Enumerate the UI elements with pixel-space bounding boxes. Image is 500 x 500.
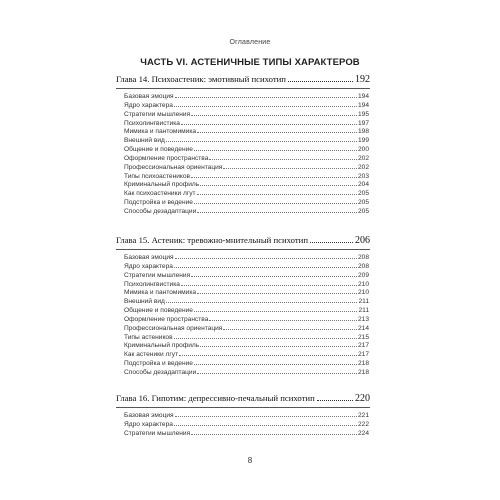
toc-item[interactable] xyxy=(124,146,369,155)
toc-item-label: Мимика и пантомимика xyxy=(124,128,197,136)
toc-item-label: Базовая эмоция xyxy=(124,254,174,261)
leader-dots xyxy=(197,373,357,374)
toc-item[interactable] xyxy=(124,102,369,111)
running-head: Оглавление xyxy=(229,39,271,46)
leader-dots xyxy=(194,203,357,204)
toc-item-label: Подстройка и ведение xyxy=(124,360,193,368)
leader-dots xyxy=(194,311,358,312)
toc-item-label: Внешний вид xyxy=(124,298,165,306)
toc-item-page: 214 xyxy=(357,324,369,332)
leader-dots xyxy=(179,355,357,356)
chapter-page: 192 xyxy=(355,74,370,85)
toc-item[interactable] xyxy=(124,325,369,334)
leader-dots xyxy=(209,159,357,160)
toc-item-page: 218 xyxy=(357,368,369,376)
toc-item[interactable] xyxy=(124,164,369,173)
leader-dots xyxy=(181,124,357,125)
toc-item-page: 209 xyxy=(357,271,369,279)
toc-item-page: 200 xyxy=(357,146,369,154)
leader-dots xyxy=(166,302,358,303)
toc-item[interactable] xyxy=(124,208,369,217)
toc-item[interactable] xyxy=(124,263,369,272)
chapter-16 xyxy=(116,392,370,439)
toc-item-label: Психолингвистика xyxy=(124,280,180,288)
leader-dots xyxy=(194,150,357,151)
toc-items xyxy=(116,93,370,217)
toc-item-label: Внешний вид xyxy=(124,137,165,145)
toc-item[interactable] xyxy=(124,155,369,164)
toc-item-page: 211 xyxy=(358,307,369,315)
toc-item[interactable] xyxy=(124,412,369,421)
leader-dots xyxy=(174,106,357,107)
chapter-14 xyxy=(116,73,370,217)
toc-item-label: Как психоастеники лгут xyxy=(124,190,196,198)
toc-item[interactable] xyxy=(124,120,369,129)
toc-item-label: Общение и поведение xyxy=(124,307,193,315)
toc-item-label: Способы дезадаптации xyxy=(124,368,197,376)
toc-item-page: 205 xyxy=(357,199,369,207)
toc-item-page: 205 xyxy=(357,190,369,198)
toc-item[interactable] xyxy=(124,316,369,325)
leader-dots xyxy=(191,177,357,178)
toc-item-label: Стратегии мышления xyxy=(124,271,191,279)
toc-items xyxy=(116,254,370,378)
toc-item[interactable] xyxy=(124,342,369,351)
toc-item-page: 202 xyxy=(357,163,369,171)
chapter-title: Глава 15. Астеник: тревожно-мнительный психотип xyxy=(116,235,308,245)
chapter-title: Глава 16. Гипотим: депрессивно-печальный психотип xyxy=(116,393,315,403)
chapter-title: Глава 14. Психоастеник: эмотивный психотип xyxy=(116,74,286,84)
toc-item-label: Базовая эмоция xyxy=(124,412,174,419)
toc-item-page: 224 xyxy=(357,429,369,437)
leader-dots xyxy=(174,425,357,426)
toc-item[interactable] xyxy=(124,298,369,307)
toc-item-label: Общение и поведение xyxy=(124,146,193,154)
chapter-rule xyxy=(116,88,370,89)
leader-dots xyxy=(174,338,357,339)
toc-item[interactable] xyxy=(124,307,369,316)
toc-item-label: Стратегии мышления xyxy=(124,110,191,118)
leader-dots xyxy=(197,212,357,213)
toc-item-label: Оформление пространства xyxy=(124,315,209,323)
toc-item[interactable] xyxy=(124,369,369,378)
leader-dots xyxy=(175,97,357,98)
chapter-page: 206 xyxy=(355,235,370,246)
toc-item-label: Ядро характера xyxy=(124,101,173,109)
toc-item-page: 211 xyxy=(358,298,369,306)
toc-item-page: 204 xyxy=(357,181,369,189)
toc-item-page: 208 xyxy=(357,254,369,261)
toc-item-page: 221 xyxy=(357,412,369,419)
toc-item-page: 195 xyxy=(357,110,369,118)
leader-dots xyxy=(317,400,353,401)
toc-item-label: Профессиональная ориентация xyxy=(124,163,223,171)
leader-dots xyxy=(310,242,353,243)
chapter-rule xyxy=(116,407,370,408)
toc-item-label: Ядро характера xyxy=(124,420,173,428)
leader-dots xyxy=(191,434,357,435)
toc-item[interactable] xyxy=(124,254,369,263)
toc-item-page: 217 xyxy=(357,342,369,350)
leader-dots xyxy=(191,276,357,277)
toc-item-label: Ядро характера xyxy=(124,262,173,270)
toc-item-page: 197 xyxy=(357,119,369,127)
toc-item-label: Криминальный профиль xyxy=(124,181,200,189)
toc-items xyxy=(116,412,370,439)
leader-dots xyxy=(197,194,357,195)
toc-item-label: Криминальный профиль xyxy=(124,342,200,350)
toc-item-page: 205 xyxy=(357,207,369,215)
leader-dots xyxy=(181,285,357,286)
leader-dots xyxy=(197,293,357,294)
toc-item-page: 203 xyxy=(357,172,369,180)
toc-item[interactable] xyxy=(124,137,369,146)
chapter-heading[interactable] xyxy=(116,73,370,85)
toc-item-page: 199 xyxy=(357,137,369,145)
toc-item-page: 222 xyxy=(357,420,369,428)
toc-item-page: 210 xyxy=(357,289,369,297)
toc-item-label: Мимика и пантомимика xyxy=(124,289,197,297)
toc-item-label: Подстройка и ведение xyxy=(124,199,193,207)
toc-item-page: 208 xyxy=(357,262,369,270)
toc-item[interactable] xyxy=(124,190,369,199)
toc-item-page: 213 xyxy=(357,315,369,323)
toc-item-page: 215 xyxy=(357,333,369,341)
toc-item[interactable] xyxy=(124,93,369,102)
toc-item-label: Стратегии мышления xyxy=(124,429,191,437)
toc-item-page: 198 xyxy=(357,128,369,136)
toc-item-label: Психолингвистика xyxy=(124,119,180,127)
leader-dots xyxy=(223,168,357,169)
toc-item[interactable] xyxy=(124,111,369,120)
toc-item-page: 210 xyxy=(357,280,369,288)
part-title: ЧАСТЬ VI. АСТЕНИЧНЫЕ ТИПЫ ХАРАКТЕРОВ xyxy=(140,57,360,68)
leader-dots xyxy=(223,329,357,330)
toc-item-page: 194 xyxy=(357,93,369,100)
toc-item[interactable] xyxy=(124,181,369,190)
leader-dots xyxy=(200,346,357,347)
toc-item-page: 202 xyxy=(357,154,369,162)
toc-item-label: Способы дезадаптации xyxy=(124,207,197,215)
leader-dots xyxy=(175,258,357,259)
toc-item[interactable] xyxy=(124,351,369,360)
leader-dots xyxy=(191,115,357,116)
page-number: 8 xyxy=(247,456,253,465)
toc-item-label: Профессиональная ориентация xyxy=(124,324,223,332)
toc-item[interactable] xyxy=(124,281,369,290)
chapter-rule xyxy=(116,249,370,250)
leader-dots xyxy=(175,416,357,417)
toc-item[interactable] xyxy=(124,199,369,208)
toc-item-page: 217 xyxy=(357,351,369,359)
chapter-heading[interactable] xyxy=(116,234,370,246)
chapter-page: 220 xyxy=(355,393,370,404)
toc-item[interactable] xyxy=(124,430,369,439)
leader-dots xyxy=(174,267,357,268)
leader-dots xyxy=(197,132,357,133)
toc-item-page: 194 xyxy=(357,101,369,109)
toc-item[interactable] xyxy=(124,289,369,298)
toc-item-label: Типы астеников xyxy=(124,333,173,341)
leader-dots xyxy=(288,81,353,82)
chapter-heading[interactable] xyxy=(116,392,370,404)
toc-item-page: 218 xyxy=(357,360,369,368)
leader-dots xyxy=(194,364,357,365)
toc-item[interactable] xyxy=(124,360,369,369)
toc-item-label: Как астеники лгут xyxy=(124,351,179,359)
toc-item-label: Оформление пространства xyxy=(124,154,209,162)
chapter-15 xyxy=(116,234,370,378)
toc-item[interactable] xyxy=(124,272,369,281)
leader-dots xyxy=(200,185,357,186)
toc-item-label: Типы психоастеников xyxy=(124,172,191,180)
leader-dots xyxy=(166,141,357,142)
toc-item[interactable] xyxy=(124,128,369,137)
toc-item-label: Базовая эмоция xyxy=(124,93,174,100)
leader-dots xyxy=(209,320,357,321)
toc-item[interactable] xyxy=(124,421,369,430)
